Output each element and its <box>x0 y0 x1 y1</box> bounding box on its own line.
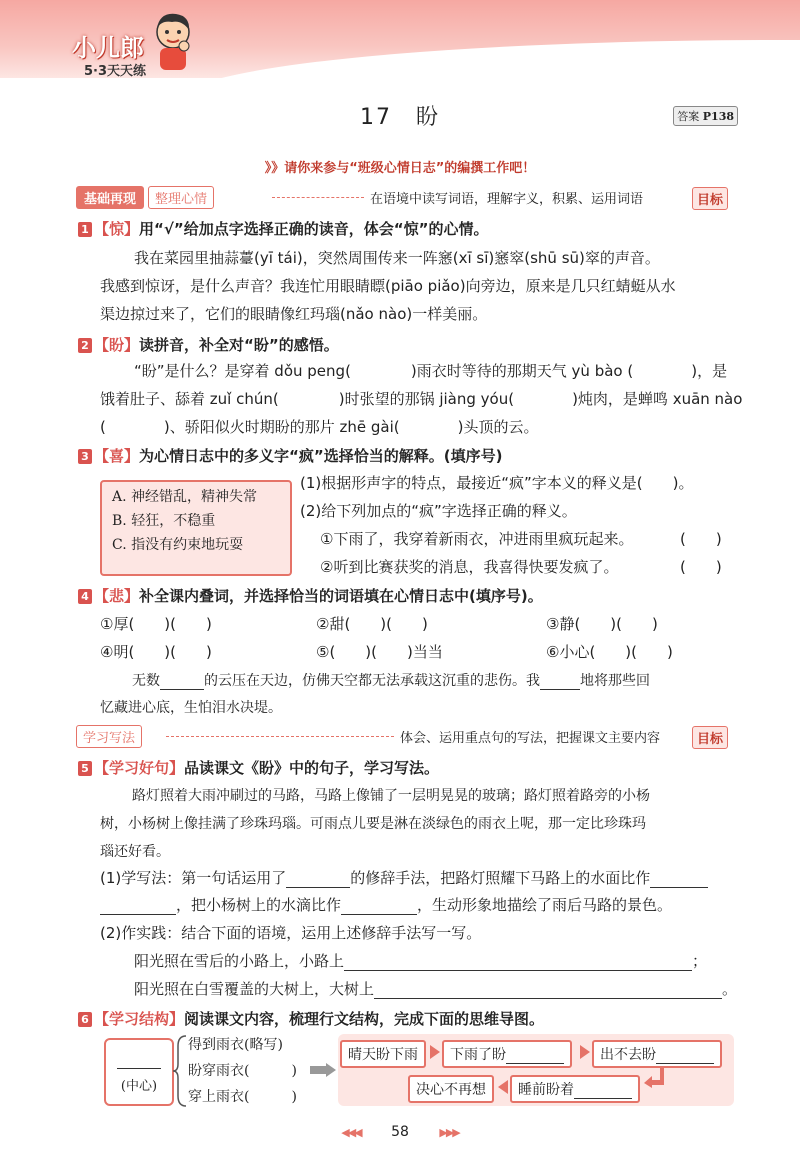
q2-prompt: 读拼音，补全对“盼”的感悟。 <box>139 336 339 354</box>
q4-word[interactable]: ①厚( )( ) <box>100 615 212 633</box>
q4-passage: 忆藏进心底，生怕泪水决堤。 <box>100 700 282 716</box>
mindmap-center <box>104 1038 174 1106</box>
page-footer <box>0 1124 800 1140</box>
answer-page: P138 <box>702 110 734 123</box>
answer-blank[interactable] <box>100 899 176 915</box>
q2-line: “盼”是什么？是穿着 dǒu peng( )雨衣时等待的那期天气 yù bào ( )，是 <box>134 362 728 380</box>
q6-prompt: 阅读课文内容，梳理行文结构，完成下面的思维导图。 <box>184 1010 545 1028</box>
q3-sub2-item: ①下雨了，我穿着新雨衣，冲进雨里疯玩起来。 <box>320 530 634 548</box>
q3-prompt: 为心情日志中的多义字“疯”选择恰当的解释。(填序号) <box>139 447 503 465</box>
q5-prompt: 品读课文《盼》中的句子，学习写法。 <box>184 759 440 777</box>
q2-line: 饿着肚子、舔着 zuǐ chún( )时张望的那锅 jiàng yóu( )炖肉，是蝉鸣 xuān nào <box>100 390 743 408</box>
divider <box>166 736 394 737</box>
arrow-right-icon <box>310 1063 336 1077</box>
section-basic-pill: 基础再现 <box>76 186 144 209</box>
q3-tag: 【喜】 <box>94 447 140 465</box>
q5-sub2: (2)作实践：结合下面的语境，运用上述修辞手法写一写。 <box>100 924 482 942</box>
mindmap-step: 下雨了盼 <box>442 1040 572 1068</box>
divider <box>272 197 364 198</box>
q2-number: 2 <box>78 338 92 353</box>
q5-tag: 【学习好句】 <box>94 759 185 777</box>
q3-sub1: (1)根据形声字的特点，最接近“疯”字本义的释义是( )。 <box>300 474 694 492</box>
page-number: 58 <box>391 1124 409 1140</box>
mindmap-left-item[interactable]: 盼穿雨衣( ) <box>188 1063 297 1079</box>
answer-blank[interactable] <box>160 675 204 690</box>
q5-quote: 树，小杨树上像挂满了珍珠玛瑙。可雨点儿要是淋在淡绿色的雨衣上呢，那一定比珍珠玛 <box>100 816 646 832</box>
answer-blank[interactable] <box>506 1049 564 1064</box>
q3-number: 3 <box>78 449 92 464</box>
q5-practice: 阳光照在白雪覆盖的大树上，大树上 。 <box>134 980 738 998</box>
question-1 <box>78 218 488 239</box>
q4-prompt: 补全课内叠词，并选择恰当的词语填在心情日志中(填序号)。 <box>139 587 543 605</box>
q1-line: 我感到惊讶，是什么声音？我连忙用眼睛瞟(piāo piǎo)向旁边，原来是几只红蜻蜓从水 <box>100 277 676 295</box>
brand-subtitle: 5·3天天练 <box>84 64 147 79</box>
mindmap-step: 出不去盼 <box>592 1040 722 1068</box>
q3-option: B. 轻狂，不稳重 <box>112 513 216 529</box>
answer-blank[interactable] <box>574 1084 632 1099</box>
mindmap-center-label: (中心) <box>120 1079 158 1094</box>
q5-practice: 阳光照在雪后的小路上，小路上 ； <box>134 952 708 970</box>
q2-line: ( )、骄阳似火时期盼的那片 zhē gài( )头顶的云。 <box>100 418 539 436</box>
answer-label: 答案 <box>677 110 700 123</box>
q2-tag: 【盼】 <box>94 336 140 354</box>
q1-line: 我在菜园里抽蒜薹(yī tái)，突然周围传来一阵窸(xī sī)窸窣(shū sū)窣的声音。 <box>134 249 660 267</box>
q5-number: 5 <box>78 761 92 776</box>
q4-word[interactable]: ⑤( )( )当当 <box>316 643 443 661</box>
section-basic-goal: 在语境中读写词语，理解字义，积累、运用词语 <box>370 192 644 207</box>
answer-blank[interactable] <box>656 1049 714 1064</box>
section-writing-goal: 体会、运用重点句的写法，把握课文主要内容 <box>400 731 661 746</box>
q4-passage: 无数 的云压在天边，仿佛天空都无法承载这沉重的悲伤。我 地将那些回 <box>132 673 650 689</box>
section-basic <box>76 186 214 208</box>
q5-quote: 瑙还好看。 <box>100 844 170 860</box>
next-arrows-icon: ▶▶▶ <box>439 1126 459 1139</box>
prev-arrows-icon: ◀◀◀ <box>341 1126 361 1139</box>
q3-options-box <box>100 480 292 576</box>
q6-number: 6 <box>78 1012 92 1027</box>
goal-tag: 目标 <box>692 187 728 210</box>
q4-word[interactable]: ③静( )( ) <box>546 615 658 633</box>
q4-tag: 【悲】 <box>94 587 140 605</box>
question-5 <box>78 757 439 778</box>
question-6 <box>78 1008 544 1029</box>
q1-line: 渠边掠过来了，它们的眼睛像红玛瑙(nǎo nào)一样美丽。 <box>100 305 488 323</box>
question-3 <box>78 445 502 466</box>
q5-quote: 路灯照着大雨冲刷过的马路，马路上像铺了一层明晃晃的玻璃；路灯照着路旁的小杨 <box>132 788 650 804</box>
answer-blank[interactable] <box>117 1050 161 1069</box>
q3-option: C. 指没有约束地玩耍 <box>112 537 244 553</box>
q6-tag: 【学习结构】 <box>94 1010 185 1028</box>
answer-paren[interactable]: ( ) <box>680 530 722 548</box>
mascot-boy-icon <box>150 10 196 72</box>
q5-sub1-cont: ，把小杨树上的水滴比作 ，生动形象地描绘了雨后马路的景色。 <box>100 894 672 915</box>
arrow-right-icon <box>430 1045 440 1059</box>
arrow-right-icon <box>580 1045 590 1059</box>
arrow-down-left-icon <box>644 1066 664 1088</box>
mindmap-step: 决心不再想 <box>408 1075 494 1103</box>
q3-sub2-item: ②听到比赛获奖的消息，我喜得快要发疯了。 <box>320 558 619 576</box>
section-writing <box>76 725 142 747</box>
section-basic-sub: 整理心情 <box>148 186 214 209</box>
q3-option: A. 神经错乱，精神失常 <box>112 489 258 505</box>
q4-number: 4 <box>78 589 92 604</box>
section-writing-pill: 学习写法 <box>76 725 142 748</box>
answer-blank[interactable] <box>374 983 722 999</box>
q1-tag: 【惊】 <box>94 220 140 238</box>
question-2 <box>78 334 339 355</box>
answer-paren[interactable]: ( ) <box>680 558 722 576</box>
question-4 <box>78 585 543 606</box>
q1-number: 1 <box>78 222 92 237</box>
q1-prompt: 用“√”给加点字选择正确的读音，体会“惊”的心情。 <box>139 220 489 238</box>
lesson-title: 17 盼 <box>360 105 440 130</box>
brand-logo: 小儿郎 <box>72 34 144 62</box>
arrow-left-icon <box>498 1080 508 1094</box>
answer-blank[interactable] <box>650 872 708 888</box>
goal-tag: 目标 <box>692 726 728 749</box>
answer-blank[interactable] <box>341 899 417 915</box>
q4-word[interactable]: ②甜( )( ) <box>316 615 428 633</box>
q3-sub2: (2)给下列加点的“疯”字选择正确的释义。 <box>300 502 577 520</box>
activity-banner: 》》请你来参与“班级心情日志”的编撰工作吧！ <box>264 161 536 176</box>
mindmap-brace <box>172 1034 188 1108</box>
answer-blank[interactable] <box>540 675 580 690</box>
answer-blank[interactable] <box>286 872 350 888</box>
mindmap-left-item[interactable]: 穿上雨衣( ) <box>188 1089 297 1105</box>
mindmap-step: 睡前盼着 <box>510 1075 640 1103</box>
q4-word[interactable]: ④明( )( ) <box>100 643 212 661</box>
mindmap-left-item: 得到雨衣(略写) <box>188 1037 283 1053</box>
answer-page-tag <box>673 106 738 126</box>
answer-blank[interactable] <box>344 955 692 971</box>
q5-sub1: (1)学写法：第一句话运用了 的修辞手法，把路灯照耀下马路上的水面比作 <box>100 867 708 888</box>
mindmap-step: 晴天盼下雨 <box>340 1040 426 1068</box>
q4-word[interactable]: ⑥小心( )( ) <box>546 643 673 661</box>
